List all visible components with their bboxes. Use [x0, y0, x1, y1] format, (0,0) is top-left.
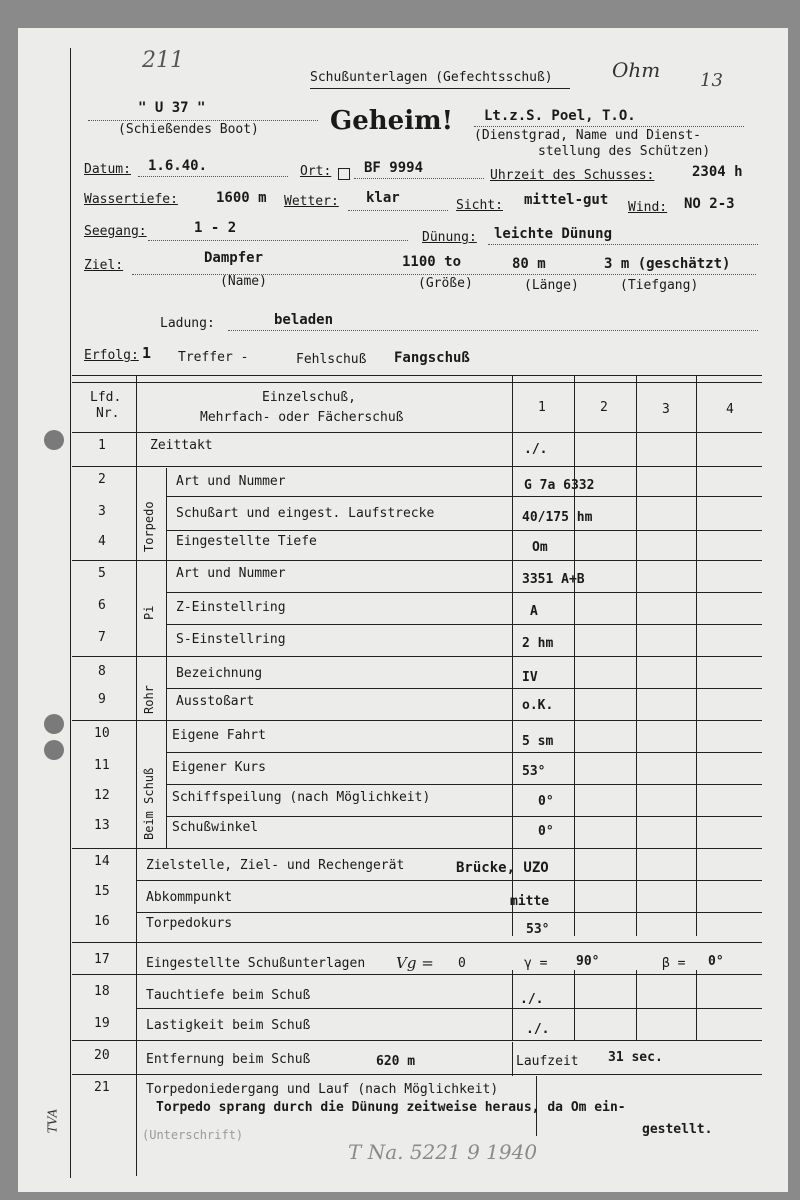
gamma-label: γ =: [524, 956, 548, 971]
row-value: 53°: [522, 764, 546, 779]
laufzeit-label: Laufzeit: [516, 1054, 579, 1069]
row-label: Zielstelle, Ziel- und Rechengerät: [146, 858, 405, 873]
table-line: [72, 974, 762, 975]
boat-caption: (Schießendes Boot): [118, 122, 259, 137]
dotted-line: [88, 120, 318, 121]
caption-laenge: (Länge): [524, 278, 579, 293]
row-label: Zeittakt: [150, 438, 213, 453]
table-line: [166, 784, 762, 785]
row-value: 40/175 hm: [522, 510, 593, 525]
sicht-value: mittel-gut: [524, 192, 609, 208]
table-line: [166, 688, 762, 689]
row-nr: 15: [94, 884, 110, 899]
row-label: Lastigkeit beim Schuß: [146, 1018, 311, 1033]
row-nr: 10: [94, 726, 110, 741]
table-line: [72, 1074, 762, 1075]
table-line: [136, 1008, 762, 1009]
row-nr: 7: [98, 630, 106, 645]
gamma-value: 90°: [576, 954, 600, 969]
row-nr: 11: [94, 758, 110, 773]
row-nr: 18: [94, 984, 110, 999]
row-value: A: [530, 604, 538, 619]
caption-groesse: (Größe): [418, 276, 473, 291]
ziel-name: Dampfer: [204, 250, 264, 266]
row-value: 3351 A+B: [522, 572, 585, 587]
ladung-value: beladen: [274, 312, 334, 328]
seegang-label: Seegang:: [84, 224, 147, 239]
ziel-laenge: 80 m: [512, 256, 546, 272]
row-label: Schußart und eingest. Laufstrecke: [176, 506, 435, 521]
table-line: [136, 376, 137, 1176]
wind-label: Wind:: [628, 200, 668, 215]
row-nr: 13: [94, 818, 110, 833]
ladung-label: Ladung:: [160, 316, 215, 331]
seegang-value: 1 - 2: [194, 220, 237, 236]
row-nr: 9: [98, 692, 106, 707]
row-value: mitte: [510, 894, 550, 909]
beta-value: 0°: [708, 954, 724, 969]
row-nr: 8: [98, 664, 106, 679]
laufzeit-value: 31 sec.: [608, 1050, 663, 1065]
wetter-label: Wetter:: [284, 194, 339, 209]
dotted-line: [488, 244, 758, 245]
row-label: Eingestellte Tiefe: [176, 534, 317, 549]
ort-label: Ort:: [300, 164, 332, 179]
group-rohr: Rohr: [142, 685, 156, 714]
row-value: ./.: [520, 992, 544, 1007]
shooter-caption-2: stellung des Schützen): [538, 144, 711, 159]
row-nr: 19: [94, 1016, 110, 1031]
signature-caption: (Unterschrift): [142, 1128, 244, 1142]
col-einzel-2: Mehrfach- oder Fächerschuß: [200, 410, 404, 425]
row-value: ./.: [526, 1022, 550, 1037]
table-line: [72, 1040, 762, 1041]
table-line: [166, 816, 762, 817]
row-nr: 3: [98, 504, 106, 519]
row-label: Torpedokurs: [146, 916, 233, 931]
caption-tiefgang: (Tiefgang): [620, 278, 699, 293]
table-line: [166, 752, 762, 753]
duenung-value: leichte Dünung: [494, 226, 613, 242]
row-nr: 1: [98, 438, 106, 453]
punch-hole: [44, 714, 64, 734]
table-line: [72, 848, 762, 849]
table-line: [166, 530, 762, 531]
ort-value: BF 9994: [364, 160, 424, 176]
row-value: 2 hm: [522, 636, 554, 651]
row21-remark-2: gestellt.: [642, 1122, 713, 1137]
dotted-line: [148, 240, 408, 241]
row-label: Z-Einstellring: [176, 600, 286, 615]
left-margin-line: [70, 48, 71, 1178]
sicht-label: Sicht:: [456, 198, 503, 213]
form-title: Schußunterlagen (Gefechtsschuß): [310, 70, 553, 85]
row-value: G 7a 6332: [524, 478, 595, 493]
row-nr: 2: [98, 472, 106, 487]
table-line: [72, 382, 762, 383]
col-lfd-2: Nr.: [96, 406, 120, 421]
col-num-3: 3: [662, 402, 670, 417]
row-label: Tauchtiefe beim Schuß: [146, 988, 311, 1003]
datum-value: 1.6.40.: [148, 158, 208, 174]
erfolg-label: Erfolg:: [84, 348, 139, 363]
row-label: S-Einstellring: [176, 632, 286, 647]
group-pi: Pi: [142, 605, 156, 620]
row-nr: 16: [94, 914, 110, 929]
shooter-name: Lt.z.S. Poel, T.O.: [484, 108, 636, 124]
table-line: [136, 880, 762, 881]
wassertiefe-value: 1600 m: [216, 190, 267, 206]
punch-hole: [44, 430, 64, 450]
row-nr: 21: [94, 1080, 110, 1095]
col-num-2: 2: [600, 400, 608, 415]
page-number: 211: [142, 48, 184, 73]
row-nr: 4: [98, 534, 106, 549]
row-nr: 6: [98, 598, 106, 613]
row-nr: 5: [98, 566, 106, 581]
row-label: Eigene Fahrt: [172, 728, 266, 743]
ziel-tiefgang: 3 m (geschätzt): [604, 256, 731, 272]
row-label: Art und Nummer: [176, 566, 286, 581]
vg-label: Vg =: [396, 954, 434, 972]
shooter-caption-1: (Dienstgrad, Name und Dienst-: [474, 128, 701, 143]
dotted-line: [474, 126, 744, 127]
fangschuss-text: Fangschuß: [394, 350, 470, 366]
checkbox-icon: [338, 168, 350, 180]
document-page: [18, 28, 788, 1192]
row-value: IV: [522, 670, 538, 685]
wassertiefe-label: Wassertiefe:: [84, 192, 178, 207]
row-value: ./.: [524, 442, 548, 457]
table-line: [636, 970, 637, 1040]
dotted-line: [348, 210, 448, 211]
punch-hole: [44, 740, 64, 760]
table-line: [512, 970, 513, 1040]
row-value: 53°: [526, 922, 550, 937]
dotted-line: [228, 330, 758, 331]
table-line: [136, 912, 762, 913]
row-label: Ausstoßart: [176, 694, 255, 709]
table-line: [72, 656, 762, 657]
row-value: Brücke, UZO: [456, 860, 549, 876]
row21-remark-1: Torpedo sprang durch die Dünung zeitweise heraus, da Om ein-: [156, 1100, 626, 1115]
row-nr: 14: [94, 854, 110, 869]
table-line: [72, 375, 762, 376]
col-num-1: 1: [538, 400, 546, 415]
row-label: Bezeichnung: [176, 666, 263, 681]
treffer-text: Treffer -: [178, 350, 249, 365]
row-label: Art und Nummer: [176, 474, 286, 489]
table-line: [72, 942, 762, 943]
uhrzeit-value: 2304 h: [692, 164, 743, 180]
table-line: [72, 466, 762, 467]
row-value: o.K.: [522, 698, 554, 713]
col-einzel-1: Einzelschuß,: [262, 390, 356, 405]
wind-value: NO 2-3: [684, 196, 735, 212]
table-line: [72, 432, 762, 433]
row-nr: 20: [94, 1048, 110, 1063]
row-value: 0°: [538, 794, 554, 809]
duenung-label: Dünung:: [422, 230, 477, 245]
side-note: TVA: [45, 1108, 60, 1134]
datum-label: Datum:: [84, 162, 131, 177]
row-value: 620 m: [376, 1054, 416, 1069]
row-label: Eingestellte Schußunterlagen: [146, 956, 366, 971]
erfolg-value: 1: [142, 344, 152, 362]
secret-stamp: Geheim!: [330, 106, 453, 136]
row-label: Torpedoniedergang und Lauf (nach Möglichkeit): [146, 1082, 499, 1097]
caption-name: (Name): [220, 274, 267, 289]
row-label: Eigener Kurs: [172, 760, 266, 775]
row-value: Om: [532, 540, 548, 555]
row-value: 0°: [538, 824, 554, 839]
table-line: [166, 592, 762, 593]
vg-value: 0: [458, 956, 466, 971]
title-underline: [310, 88, 570, 89]
wetter-value: klar: [366, 190, 400, 206]
group-torpedo: Torpedo: [142, 501, 156, 552]
boat-name: " U 37 ": [138, 100, 206, 116]
table-line: [166, 624, 762, 625]
row-label: Schiffspeilung (nach Möglichkeit): [172, 790, 431, 805]
row-label: Schußwinkel: [172, 820, 259, 835]
table-line: [72, 560, 762, 561]
group-beim-schuss: Beim Schuß: [142, 767, 156, 840]
table-line: [512, 1042, 513, 1076]
row-nr: 17: [94, 952, 110, 967]
ziel-groesse: 1100 to: [402, 254, 462, 270]
dotted-line: [354, 178, 484, 179]
table-line: [574, 970, 575, 1040]
table-line: [166, 468, 167, 848]
col-num-4: 4: [726, 402, 734, 417]
dotted-line: [138, 176, 288, 177]
table-line: [166, 496, 762, 497]
ziel-label: Ziel:: [84, 258, 124, 273]
fehlschuss-text: Fehlschuß: [296, 352, 367, 367]
row-label: Abkommpunkt: [146, 890, 233, 905]
row-label: Entfernung beim Schuß: [146, 1052, 311, 1067]
archive-stamp: T Na. 5221 9 1940: [348, 1140, 538, 1164]
right-number: 13: [700, 70, 723, 91]
initials: Ohm: [612, 58, 661, 82]
table-line: [72, 720, 762, 721]
col-lfd-1: Lfd.: [90, 390, 122, 405]
beta-label: β =: [662, 956, 686, 971]
row-nr: 12: [94, 788, 110, 803]
uhrzeit-label: Uhrzeit des Schusses:: [490, 168, 655, 183]
row-value: 5 sm: [522, 734, 554, 749]
table-line: [696, 970, 697, 1040]
